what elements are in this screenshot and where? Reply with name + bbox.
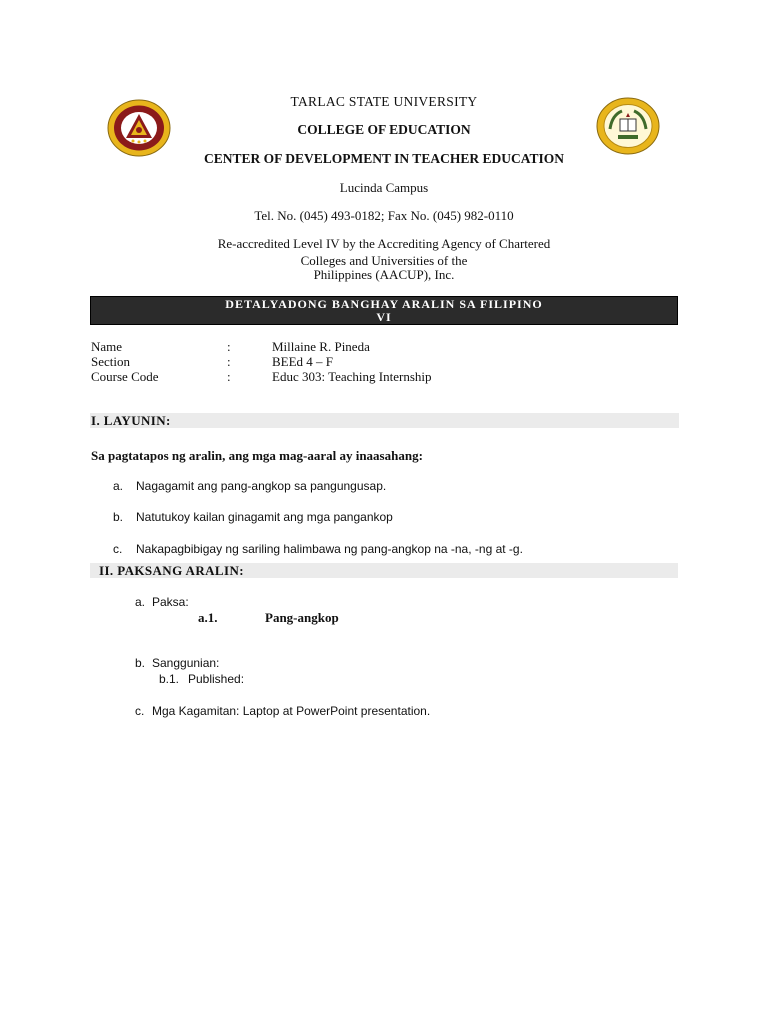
layunin-item-b: Natutukoy kailan ginagamit ang mga pangankop xyxy=(136,510,393,524)
section-value: BEEd 4 – F xyxy=(272,354,334,369)
kagamitan-text: Mga Kagamitan: Laptop at PowerPoint presentation. xyxy=(152,704,431,718)
course-code-value: Educ 303: Teaching Internship xyxy=(272,369,432,384)
layunin-item-a-marker: a. xyxy=(113,479,124,493)
section-label: Section xyxy=(91,354,130,369)
contact-numbers: Tel. No. (045) 493-0182; Fax No. (045) 982-0110 xyxy=(254,208,514,223)
paksa-sub-marker: a.1. xyxy=(198,610,218,625)
name-label: Name xyxy=(91,339,123,354)
layunin-item-b-marker: b. xyxy=(113,510,124,524)
course-code-colon: : xyxy=(227,369,231,384)
campus-name: Lucinda Campus xyxy=(339,180,429,195)
section-colon: : xyxy=(227,354,231,369)
layunin-heading: I. LAYUNIN: xyxy=(90,413,679,428)
paksang-aralin-heading: II. PAKSANG ARALIN: xyxy=(90,563,678,578)
lesson-plan-title-bar xyxy=(90,296,678,325)
accreditation-line-1: Re-accredited Level IV by the Accrediting Agency of Chartered xyxy=(217,236,551,251)
paksa-marker: a. xyxy=(135,595,146,609)
sanggunian-label: Sanggunian: xyxy=(152,656,220,670)
sanggunian-marker: b. xyxy=(135,656,146,670)
accreditation-line-3: Philippines (AACUP), Inc. xyxy=(313,267,455,282)
college-name: COLLEGE OF EDUCATION xyxy=(297,122,471,137)
accreditation-line-2: Colleges and Universities of the xyxy=(300,253,468,268)
sanggunian-sub-marker: b.1. xyxy=(159,672,180,686)
layunin-item-c: Nakapagbibigay ng sariling halimbawa ng pang-angkop na -na, -ng at -g. xyxy=(136,542,523,556)
title-line-2: VI xyxy=(376,310,392,324)
course-code-label: Course Code xyxy=(91,369,159,384)
paksa-label: Paksa: xyxy=(152,595,189,609)
layunin-intro: Sa pagtatapos ng aralin, ang mga mag-aaral ay inaasahang: xyxy=(91,448,423,463)
paksa-topic: Pang-angkop xyxy=(265,610,339,625)
name-value: Millaine R. Pineda xyxy=(272,339,370,354)
title-line-1: DETALYADONG BANGHAY ARALIN SA FILIPINO xyxy=(225,297,543,311)
name-colon: : xyxy=(227,339,231,354)
sanggunian-published: Published: xyxy=(188,672,245,686)
center-name: CENTER OF DEVELOPMENT IN TEACHER EDUCATION xyxy=(204,151,564,166)
university-name: TARLAC STATE UNIVERSITY xyxy=(290,94,478,109)
kagamitan-marker: c. xyxy=(135,704,145,718)
layunin-item-a: Nagagamit ang pang-angkop sa pangungusap. xyxy=(136,479,387,493)
layunin-item-c-marker: c. xyxy=(113,542,123,556)
